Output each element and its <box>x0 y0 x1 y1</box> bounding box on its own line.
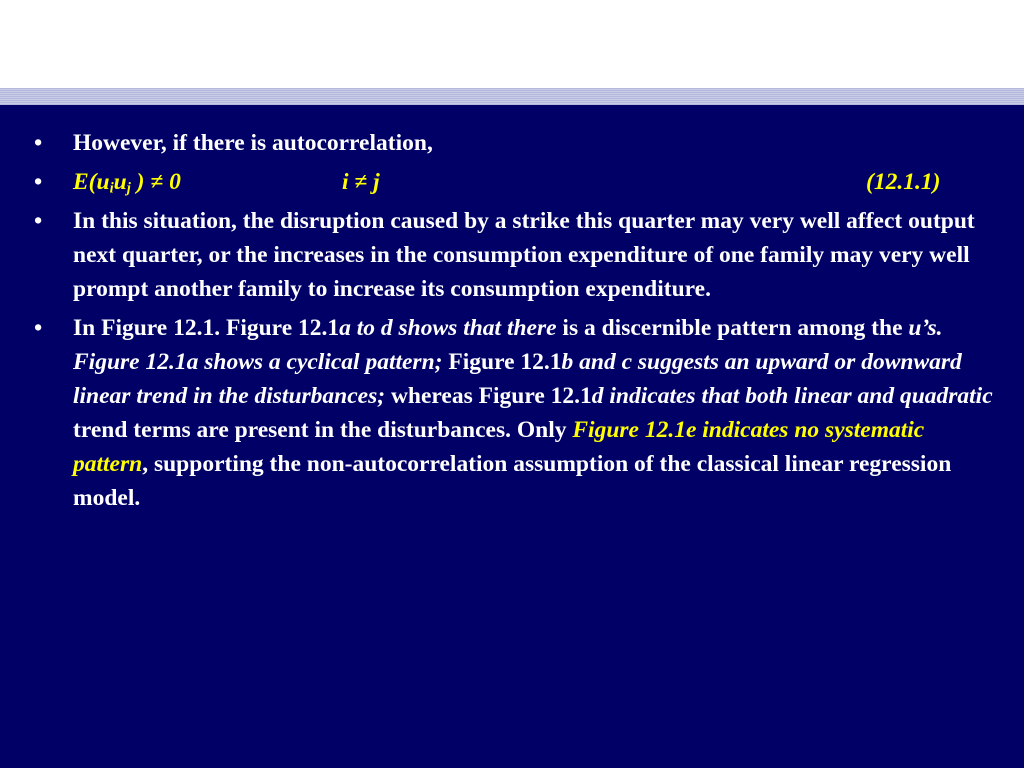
bullet-situation <box>0 204 1024 306</box>
text-run: whereas Figure 12.1 <box>385 383 592 409</box>
bullet-figure-description <box>0 311 1024 515</box>
slide-header-area <box>0 0 1024 88</box>
text-run: In Figure 12.1. Figure 12.1 <box>73 315 340 341</box>
equation-rest: ) ≠ 0 <box>130 169 181 195</box>
text-run-italic: u’s. Figure 12.1a shows a cyclical pattern; <box>73 315 943 375</box>
bullet-list <box>0 126 1024 515</box>
text-run: is a discernible pattern among the <box>556 315 909 341</box>
equation-u-part: u <box>113 169 127 195</box>
equation-12-1-1 <box>73 165 994 199</box>
bullet-autocorrelation-intro <box>0 126 1024 160</box>
text-run-italic: d indicates that both linear and quadratic <box>591 383 993 409</box>
text-run: , supporting the non-autocorrelation assumption of the classical linear regression model. <box>73 451 952 511</box>
text-run-italic: b and c suggests an upward or downward linear trend in the disturbances; <box>73 349 962 409</box>
text-run: Figure 12.1 <box>442 349 562 375</box>
equation-sub-i: i <box>109 180 114 197</box>
bullet-text: In this situation, the disruption caused by a strike this quarter may very well affect output next quarter, or the increases in the consumption expenditure of one family may very well prompt another family to increase its consumption expenditure. <box>73 208 975 302</box>
equation-lhs <box>73 165 181 199</box>
bullet-equation <box>0 165 1024 199</box>
bullet-text: However, if there is autocorrelation, <box>73 130 433 156</box>
slide-divider-band <box>0 88 1024 105</box>
slide-body <box>0 126 1024 520</box>
text-run-italic: a to d shows that there <box>339 315 557 341</box>
equation-condition: i ≠ j <box>342 169 380 195</box>
equation-e-part: E(u <box>73 169 110 195</box>
equation-sub-j: j <box>126 180 131 197</box>
text-run: trend terms are present in the disturbances. Only <box>73 417 573 443</box>
text-run-highlight: Figure 12.1e indicates no systematic pattern <box>73 417 925 477</box>
equation-number: (12.1.1) <box>866 169 941 195</box>
